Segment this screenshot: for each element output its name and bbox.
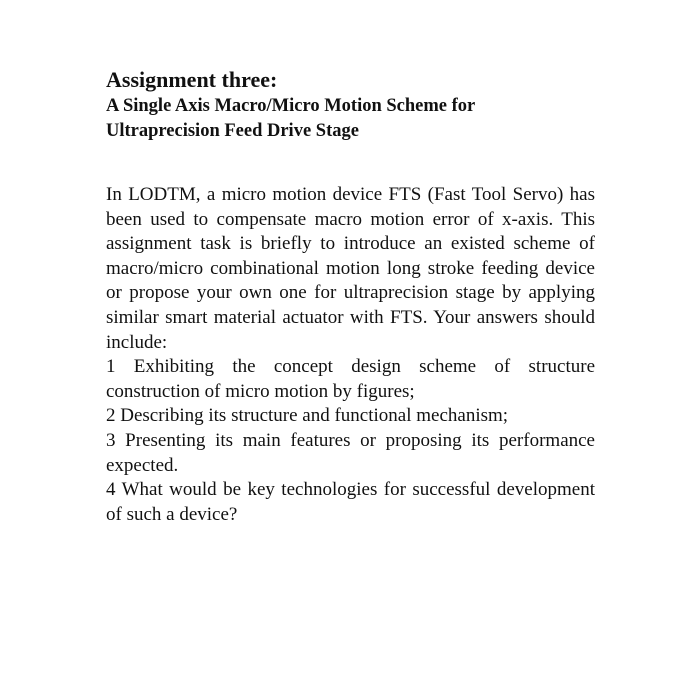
assignment-page (106, 66, 595, 527)
assignment-subtitle (106, 94, 595, 144)
assignment-title: Assignment three: (106, 67, 278, 92)
intro-paragraph: In LODTM, a micro motion device FTS (Fast Tool Servo) has been used to compensate macro motion error of x-axis. This assignment task is briefly to introduce an existed scheme of macro/micro combinational motion long stroke feeding device or propose your own one for ultraprecision stage by applying similar smart material actuator with FTS. Your answers should include: (106, 184, 595, 353)
requirement-item-4: 4 What would be key technologies for successful development of such a device? (106, 479, 595, 525)
subtitle-line-1: A Single Axis Macro/Micro Motion Scheme for (106, 96, 476, 116)
requirement-item-3: 3 Presenting its main features or proposing its performance expected. (106, 429, 595, 476)
requirement-item-2: 2 Describing its structure and functional mechanism; (106, 405, 509, 427)
requirement-item-1: 1 Exhibiting the concept design scheme of structure construction of micro motion by figures; (106, 356, 595, 402)
subtitle-line-2: Ultraprecision Feed Drive Stage (106, 121, 359, 141)
assignment-body (106, 183, 595, 527)
